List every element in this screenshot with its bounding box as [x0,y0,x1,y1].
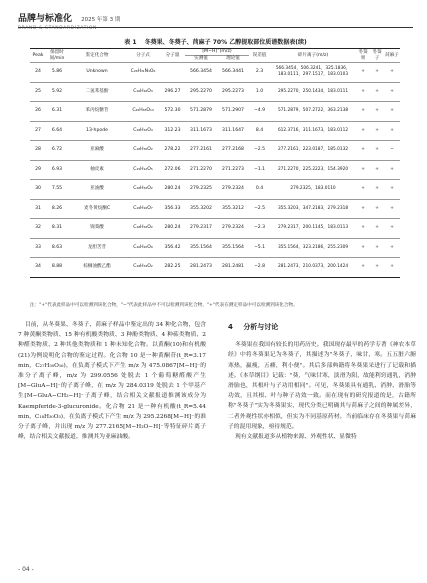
cell-compound: 苯丙烷糖苷 [68,102,126,122]
cell-fragments: 566.3454，506.3241，325.1836，183.0111，297.1517，183.0103 [270,63,356,83]
cell-measured: 566.3454 [185,63,217,83]
cell-measured: 355.1564 [185,238,217,258]
body-paragraph: 现有文献报道多从植物来源、外观性状、显微特 [234,434,357,441]
cell-mw: 280.24 [160,219,185,239]
cell-mw: 572.30 [160,102,185,122]
table-caption [18,37,413,46]
header-sample-3: 苘麻子 [384,49,400,63]
cell-fragments: 279.2325，183.0110 [270,180,356,200]
cell-peak: 27 [30,121,46,141]
left-column [18,320,206,442]
cell-measured: 295.2270 [185,82,217,102]
cell-s1: + [356,160,370,180]
cell-peak: 31 [30,199,46,219]
cell-s1: + [356,219,370,239]
table-row [30,160,400,180]
cell-formula: C₁₈H₃₂O₂ [126,219,160,239]
table-row [30,258,400,278]
cell-measured: 311.1673 [185,121,217,141]
cell-rt: 6.31 [46,102,68,122]
table-row [30,180,400,200]
cell-compound: 锦葵酸 [68,219,126,239]
cell-formula: C₁₆H₁₆O₃ [126,82,160,102]
cell-compound: 柚皮素 [68,160,126,180]
cell-s2: + [370,63,384,83]
cell-s3: + [384,258,400,278]
cell-formula: C₁₅H₁₂O₅ [126,160,160,180]
cell-s1: + [356,238,370,258]
header-molecular-weight: 分子量 [160,49,185,63]
cell-s2: + [370,82,384,102]
cell-error: −1.1 [249,160,270,180]
cell-formula: C₁₈H₃₂O₂ [126,180,160,200]
cell-s3: + [384,82,400,102]
cell-measured: 279.2317 [185,219,217,239]
cell-theoretical: 355.1564 [217,238,249,258]
cell-rt: 8.31 [46,219,68,239]
table-row [30,121,400,141]
cell-theoretical: 279.2324 [217,180,249,200]
cell-error: −2.8 [249,258,270,278]
table-row [30,82,400,102]
cell-peak: 29 [30,160,46,180]
header-formula: 分子式 [126,49,160,63]
cell-s2: + [370,102,384,122]
cell-compound: 亚麻酸 [68,141,126,161]
cell-mw: 278.22 [160,141,185,161]
cell-measured: 571.2879 [185,102,217,122]
cell-measured: 271.2270 [185,160,217,180]
cell-compound: 棕榈油酸乙酯 [68,258,126,278]
table-row [30,238,400,258]
journal-issue: 2025 年第 3 期 [81,17,121,23]
cell-s3: + [384,63,400,83]
table-number: 表 1 [124,39,137,46]
cell-s1: + [356,121,370,141]
cell-mw [160,63,185,83]
header-fragments: 碎片离子(m/z) [270,49,356,63]
cell-error: 0.4 [249,180,270,200]
cell-s2: + [370,238,384,258]
cell-peak: 30 [30,180,46,200]
header-compound: 鉴定化合物 [68,49,126,63]
cell-fragments: 281.2473，210.0373，200.1424 [270,258,356,278]
body-paragraph: 冬葵果在我国有较长的用药历史。我国现存最早的药学专著《神农本草经》中将冬葵果记为冬葵子，其描述为"冬葵子，味甘，寒。五五脏六腑寒热，羸瘦，五癃，利小便"。其后多部典籍将冬葵果采进行了记载和描述。《本草纲目》记载："葵，气味甘寒，淡滑为阳，故能利窍通乳，消肿滑胎也，其根叶与子功用相同"。可见，冬葵果具有通乳、消肿、滑胎等功效，且其根、叶与种子功效一致。而在现有的研究报道的是，古籍所称"冬葵子"实为冬葵果实，现代分类已明确其与苘麻子之间的种属差异，二者外观性状亦相似，但实为不同基原药材。当前临床存在冬葵果与苘麻子的混用现象，亟待规范。 [228,342,416,430]
cell-error: 2.3 [249,63,270,83]
right-column [228,320,416,442]
cell-rt: 6.64 [46,121,68,141]
cell-s2: + [370,258,384,278]
cell-compound: 龙胆苦苷 [68,238,126,258]
cell-s1: + [356,258,370,278]
cell-peak: 32 [30,219,46,239]
cell-theoretical: 355.3212 [217,199,249,219]
section-title: 分析与讨论 [243,323,279,331]
cell-s3: + [384,102,400,122]
table-row [30,63,400,83]
cell-fragments: 612.3716，311.1673，183.0112 [270,121,356,141]
cell-rt: 5.92 [46,82,68,102]
cell-rt: 8.88 [46,258,68,278]
cell-s3: + [384,160,400,180]
cell-s3: + [384,180,400,200]
cell-fragments: 295.2270，250.1434，183.0111 [270,82,356,102]
page-number: - 04 - [18,566,34,573]
cell-formula: C₁₈H₃₀O₂ [126,141,160,161]
cell-compound: 麦冬黄烷酮C [68,199,126,219]
cell-theoretical: 281.2481 [217,258,249,278]
cell-formula: C₁₈H₃₂O₄ [126,121,160,141]
cell-error: −2.5 [249,141,270,161]
cell-peak: 34 [30,258,46,278]
table-row [30,141,400,161]
cell-s2: + [370,141,384,161]
header-retention-time: 保留时间/min [46,49,68,63]
mass-spec-table [30,48,400,278]
cell-mw: 296.27 [160,82,185,102]
table-caption-text: 冬葵果、冬葵子、苘麻子 70% 乙醇提取部位质谱数据表(续) [144,39,307,46]
cell-fragments: 571.2879，507.2722，363.2138 [270,102,356,122]
table-row [30,219,400,239]
cell-s3: + [384,121,400,141]
cell-mw: 280.24 [160,180,185,200]
header-mh-group: [M−H]⁻(m/z) [185,49,249,56]
header-error: 误差值 [249,49,270,63]
header-sample-2: 冬葵子 [370,49,384,63]
cell-error: −4.9 [249,102,270,122]
cell-s1: + [356,199,370,219]
cell-error: −2.3 [249,219,270,239]
cell-s2: + [370,199,384,219]
cell-error: −5.1 [249,238,270,258]
table-footnote: 注："+"代表此样品中可以检测到该化合物，"−"代表此样品中不可以检测到该化合物，"+"代表在测定样品中可以检测到该化合物。 [30,303,298,308]
cell-theoretical: 571.2907 [217,102,249,122]
header-peak: Peak [30,49,46,63]
cell-peak: 28 [30,141,46,161]
table-row [30,199,400,219]
cell-s2: + [370,180,384,200]
cell-formula: C₁₈H₁₆O₇ [126,199,160,219]
cell-rt: 8.26 [46,199,68,219]
cell-peak: 25 [30,82,46,102]
cell-peak: 33 [30,238,46,258]
cell-rt: 5.86 [46,63,68,83]
cell-s3: + [384,199,400,219]
cell-mw: 356.33 [160,199,185,219]
cell-theoretical: 311.1647 [217,121,249,141]
cell-s2: + [370,160,384,180]
cell-theoretical: 277.2168 [217,141,249,161]
table-header-row [30,49,400,56]
cell-s3: − [384,141,400,161]
cell-fragments: 271.2270，225.2223，154.3920 [270,160,356,180]
cell-fragments: 355.1564，323.2186，255.2309 [270,238,356,258]
section-heading [228,322,416,332]
header-theoretical: 理论值 [217,56,249,63]
header-sample-1: 冬葵果 [356,49,370,63]
cell-theoretical: 566.3441 [217,63,249,83]
cell-s2: + [370,219,384,239]
cell-s3: + [384,238,400,258]
cell-error: −2.5 [249,199,270,219]
cell-s1: + [356,63,370,83]
cell-formula: C₂₆H₃₈O₁₃ [126,102,160,122]
cell-rt: 8.63 [46,238,68,258]
cell-theoretical: 271.2273 [217,160,249,180]
cell-measured: 281.2473 [185,258,217,278]
header-rule [18,27,413,28]
cell-formula: C₁₆H₂₀O₉ [126,238,160,258]
cell-fragments: 355.3203，347.2183，279.2318 [270,199,356,219]
cell-compound: Unknown [68,63,126,83]
cell-mw: 272.06 [160,160,185,180]
cell-error: 8.4 [249,121,270,141]
cell-s2: + [370,121,384,141]
cell-s1: + [356,82,370,102]
cell-mw: 356.42 [160,238,185,258]
cell-measured: 355.3202 [185,199,217,219]
table-row [30,102,400,122]
cell-s1: + [356,102,370,122]
cell-rt: 6.93 [46,160,68,180]
cell-formula: C₁₈H₃₄O₂ [126,258,160,278]
cell-theoretical: 295.2273 [217,82,249,102]
cell-compound: 13-hpode [68,121,126,141]
cell-mw: 282.25 [160,258,185,278]
cell-theoretical: 279.2324 [217,219,249,239]
header-measured: 实测值 [185,56,217,63]
cell-s3: + [384,219,400,239]
cell-s1: + [356,141,370,161]
cell-peak: 24 [30,63,46,83]
cell-compound: 亚油酸 [68,180,126,200]
cell-mw: 312.23 [160,121,185,141]
cell-formula: C₂₆H₃₁N₃O₆ [126,63,160,83]
cell-compound: 二氢苯基酚 [68,82,126,102]
cell-s1: + [356,180,370,200]
cell-rt: 6.72 [46,141,68,161]
section-number: 4 [228,323,233,331]
cell-peak: 26 [30,102,46,122]
journal-subtitle: BRAND & STANDARDIZATION [18,26,97,31]
cell-error: 1.0 [249,82,270,102]
journal-title: 品牌与标准化 [18,14,73,24]
body-paragraph: 目前，从冬葵果、冬葵子、苘麻子样品中鉴定出的 34 种化合物，包含 7 种黄酮类物质、15 种有机酸类物质、3 种酚类物质、4 种萜类物质、2 种醛类物质、2 种其他类物质和 1 种未知化合物。以黄酮(10)和有机酸(21)为例说明化合物的鉴定过程。化合物 10 是一种黄酮苷(t_R=3.17 min，C₂₇H₃₀O₁₆)，在负离子模式下产生 m/z 为 475.0867[M−H]⁻的准分子离子峰，m/z 为 299.0556 处脱去 1 个葡萄糖醛酸产生[M−GluA−H]⁻的子离子峰，在 m/z 为 284.0319 处脱去 1 个甲基产生[M−GluA−CH₃−H]⁻子离子峰，结合相关文献报道推测该成分为 Kaempferide-3-glucuronide。化合物 21 是一种有机酸(t_R=5.44 min，C₁₈H₃₀O₃)，在负离子模式下产生 m/z 为 295.2268[M−H]⁻的准分子离子峰，并出现 m/z 为 277.2165[M−H₂O−H]⁻等特征碎片离子峰，结合相关文献报道，推测其为亚麻油酸。 [18,322,206,441]
cell-rt: 7.55 [46,180,68,200]
cell-fragments: 277.2161，223.0187，185.0132 [270,141,356,161]
cell-measured: 279.2325 [185,180,217,200]
cell-measured: 277.2161 [185,141,217,161]
cell-fragments: 279.2317，200.1145，183.0113 [270,219,356,239]
